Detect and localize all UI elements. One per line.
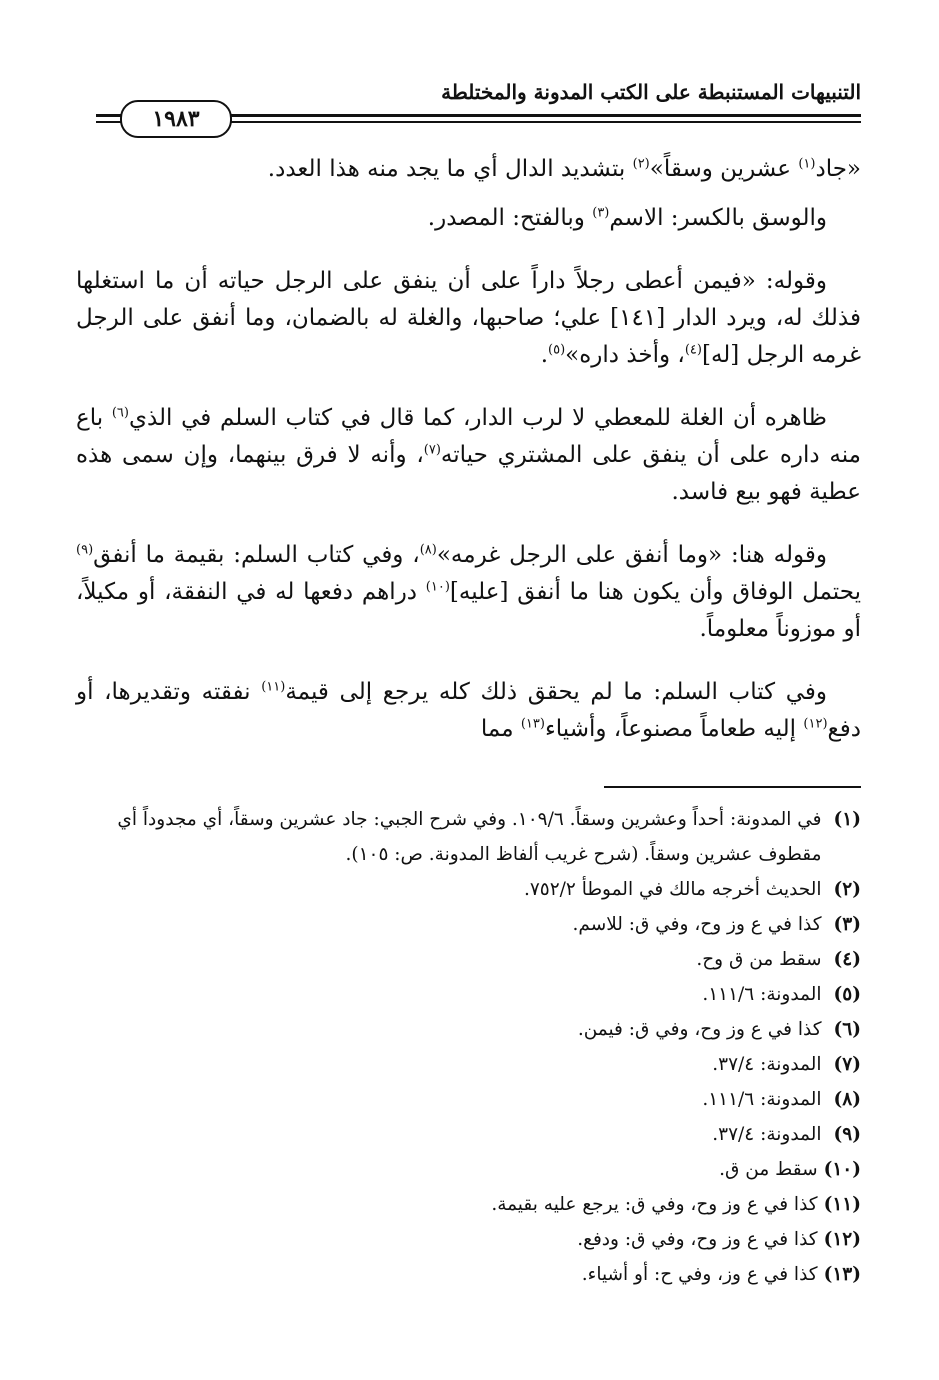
paragraph-4: ظاهره أن الغلة للمعطي لا لرب الدار، كما قال في كتاب السلم في الذي$^{(٦)}$ باع منه داره على أن ينفق على المشتري حياته$^{(٧)}$، وأنه لا فرق بينهما، وإن سمى هذه عطية فهو بيع فاسد. [76, 405, 861, 505]
footnote-item: (٢) الحديث أخرجه مالك في الموطأ ٧٥٢/٢. [523, 879, 861, 900]
footnote-ref[interactable]: (٤) [684, 342, 702, 358]
footnote-ref[interactable]: (٦) [111, 405, 129, 421]
paragraph-1: «جاد$^{(١)}$ عشرين وسقاً»$^{(٢)}$ بتشديد الدال أي ما يجد منه هذا العدد. [267, 156, 861, 182]
footnote-ref[interactable]: (١٣) [520, 716, 545, 732]
paragraph-2: والوسق بالكسر: الاسم$^{(٣)}$ وبالفتح: المصدر. [427, 205, 827, 231]
footnote-ref[interactable]: (٢) [632, 156, 650, 172]
paragraph-3: وقوله: «فيمن أعطى رجلاً داراً على أن ينفق على الرجل حياته أن ما استغلها فذلك له، ويرد الدار [١٤١] علي؛ صاحبها، والغلة له بالضمان، وما أنفق على الرجل غرمه الرجل [له]$^{(٤)}$، وأخذ داره»$^{(٥)}$. [76, 268, 861, 368]
footnote-ref[interactable]: (١٠) [425, 579, 450, 595]
footnote-ref[interactable]: (١) [798, 156, 816, 172]
paragraph-6: وفي كتاب السلم: ما لم يحقق ذلك كله يرجع إلى قيمة$^{(١١)}$ نفقته وتقديرها، أو دفع$^{(١٢)}$ إليه طعاماً مصنوعاً، وأشياء$^{(١٣)}$ مما [76, 679, 861, 742]
paragraph-5: وقوله هنا: «وما أنفق على الرجل غرمه»$^{(٨)}$، وفي كتاب السلم: بقيمة ما أنفق$^{(٩)}$ يحتمل الوفاق وأن يكون هنا ما أنفق [عليه]$^{(١٠)}$ دراهم دفعها له في النفقة، أو مكيلاً، أو موزوناً معلوماً. [76, 542, 861, 642]
footnote-separator [604, 786, 861, 788]
footnote-ref[interactable]: (١٢) [803, 716, 828, 732]
footnote-ref[interactable]: (١١) [261, 679, 286, 695]
footnote-ref[interactable]: (٣) [592, 205, 610, 221]
footnote-item: (٤) سقط من ق وح. [696, 949, 861, 970]
footnote-item: (٥) المدونة: ١١١/٦. [702, 984, 861, 1005]
footnote-item: (١٣) كذا في ع وز، وفي ح: أو أشياء. [581, 1264, 861, 1285]
footnote-item: (٦) كذا في ع وز وح، وفي ق: فيمن. [577, 1019, 861, 1040]
footnote-item: (٩) المدونة: ٣٧/٤. [712, 1124, 861, 1145]
footnote-item: (١٠) سقط من ق. [719, 1159, 861, 1180]
footnote-item: (١١) كذا في ع وز وح، وفي ق: يرجع عليه بقيمة. [491, 1194, 861, 1215]
footnote-item: (١) في المدونة: أحداً وعشرين وسقاً. ١٠٩/٦. وفي شرح الجبي: جاد عشرين وسقاً، أي مجدوداً أي مقطوف عشرين وسقاً. (شرح غريب ألفاظ المدونة. ص: ١٠٥). [117, 809, 861, 865]
footnote-item: (١٢) كذا في ع وز وح، وفي ق: ودفع. [577, 1229, 861, 1250]
footnote-ref[interactable]: (٧) [423, 442, 441, 458]
footnote-ref[interactable]: (٩) [76, 542, 94, 558]
footnote-item: (٨) المدونة: ١١١/٦. [702, 1089, 861, 1110]
footnote-ref[interactable]: (٥) [548, 342, 566, 358]
footnote-ref[interactable]: (٨) [419, 542, 437, 558]
running-title: التنبيهات المستنبطة على الكتب المدونة والمختلطة [441, 80, 861, 104]
footnote-item: (٧) المدونة: ٣٧/٤. [712, 1054, 861, 1075]
page-number-badge: ١٩٨٣ [120, 100, 232, 138]
main-text [76, 151, 861, 774]
footnotes [76, 802, 861, 1292]
footnote-item: (٣) كذا في ع وز وح، وفي ق: للاسم. [572, 914, 861, 935]
